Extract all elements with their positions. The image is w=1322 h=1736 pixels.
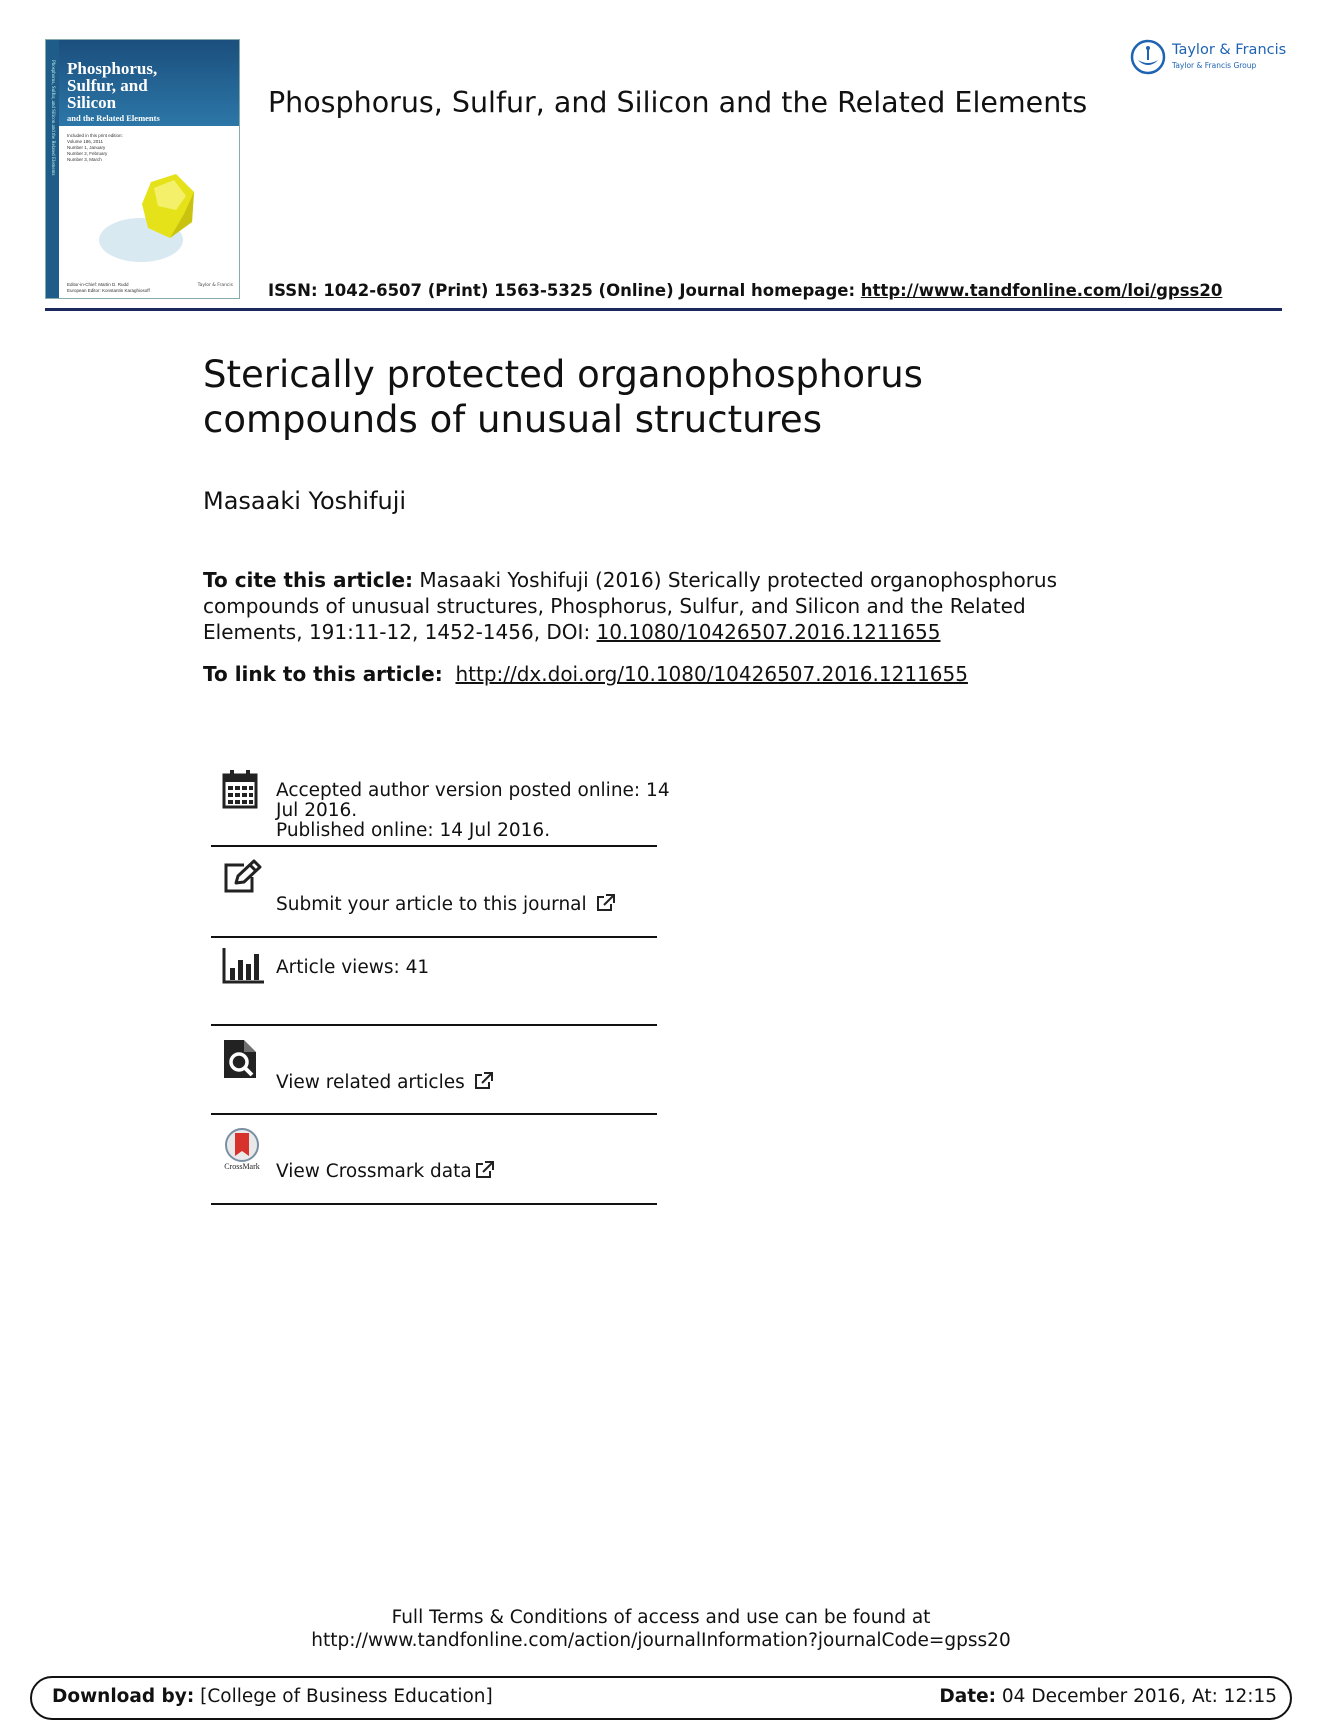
- related-label: View related articles: [276, 1072, 465, 1093]
- cite-label: To cite this article:: [203, 568, 414, 592]
- download-date: [939, 1686, 1277, 1707]
- panel-divider-1: [211, 845, 657, 847]
- download-by: [52, 1686, 493, 1707]
- header-divider: [45, 308, 1282, 311]
- date-label: Date:: [939, 1686, 997, 1707]
- panel-divider-3: [211, 1024, 657, 1026]
- bar-chart-icon: [222, 948, 264, 984]
- taylor-francis-logo-icon: [1129, 38, 1167, 76]
- external-link-icon: [474, 1161, 494, 1179]
- cover-spine: [46, 40, 59, 298]
- document-search-icon: [222, 1038, 258, 1080]
- cover-info: Included in this print edition: Volume 186, 2011 Number 1, January Number 2, February Number 3, March: [67, 133, 123, 162]
- crystal-illustration: [96, 152, 216, 272]
- panel-divider-5: [211, 1203, 657, 1205]
- article-author: Masaaki Yoshifuji: [203, 487, 407, 515]
- publisher-group: Taylor & Francis Group: [1172, 61, 1257, 70]
- submit-label: Submit your article to this journal: [276, 894, 587, 915]
- article-title: Sterically protected organophosphorus compounds of unusual structures: [203, 353, 923, 441]
- publication-dates: Accepted author version posted online: 14 Jul 2016. Published online: 14 Jul 2016.: [276, 780, 670, 841]
- download-label: Download by:: [52, 1686, 195, 1707]
- submit-article-link[interactable]: [276, 874, 615, 915]
- article-views: Article views: 41: [276, 957, 430, 978]
- publisher-name: Taylor & Francis: [1172, 42, 1287, 58]
- cover-publisher-logo: Taylor & Francis: [197, 283, 233, 288]
- download-value: [College of Business Education]: [194, 1686, 493, 1707]
- crossmark-label: View Crossmark data: [276, 1161, 472, 1182]
- cover-title: Phosphorus, Sulfur, and Silicon: [67, 59, 158, 112]
- citation-block: [203, 567, 1123, 645]
- cover-spine-text: Phosphorus, Sulfur, and Silicon and the Related Elements: [50, 60, 55, 176]
- cite-text: Masaaki Yoshifuji (2016) Sterically protected organophosphorus compounds of unusual structures, Phosphorus, Sulfur, and Silicon and the Related Elements, 191:11-12, 1452-1456, DOI:: [203, 568, 1058, 644]
- doi-link[interactable]: 10.1080/10426507.2016.1211655: [596, 620, 941, 644]
- panel-divider-2: [211, 936, 657, 938]
- crossmark-icon: [222, 1128, 262, 1170]
- crossmark-caption: CrossMark: [224, 1162, 260, 1170]
- terms-and-conditions: Full Terms & Conditions of access and use can be found at http://www.tandfonline.com/action/journalInformation?journalCode=gpss20: [311, 1607, 1011, 1651]
- cover-editors: Editor-in-Chief: Martin D. Rudd European Editor: Konstantin Karaghiosoff: [67, 282, 150, 293]
- external-link-icon: [595, 894, 615, 912]
- date-value: 04 December 2016, At: 12:15: [996, 1686, 1277, 1707]
- journal-title: Phosphorus, Sulfur, and Silicon and the Related Elements: [268, 86, 1088, 119]
- journal-cover-image: [45, 39, 240, 299]
- calendar-icon: [222, 769, 258, 809]
- edit-pencil-icon: [222, 859, 262, 895]
- view-related-articles-link[interactable]: [276, 1052, 493, 1093]
- external-link-icon: [473, 1072, 493, 1090]
- cover-subtitle: and the Related Elements: [67, 113, 160, 123]
- article-doi-url[interactable]: http://dx.doi.org/10.1080/10426507.2016.1211655: [455, 662, 968, 686]
- view-crossmark-link[interactable]: [276, 1141, 494, 1182]
- issn-text: ISSN: 1042-6507 (Print) 1563-5325 (Online) Journal homepage:: [268, 281, 861, 300]
- journal-homepage-link[interactable]: http://www.tandfonline.com/loi/gpss20: [860, 281, 1223, 300]
- link-label: To link to this article:: [203, 662, 443, 686]
- issn-line: [268, 281, 1222, 300]
- article-link-row: [203, 662, 968, 686]
- panel-divider-4: [211, 1113, 657, 1115]
